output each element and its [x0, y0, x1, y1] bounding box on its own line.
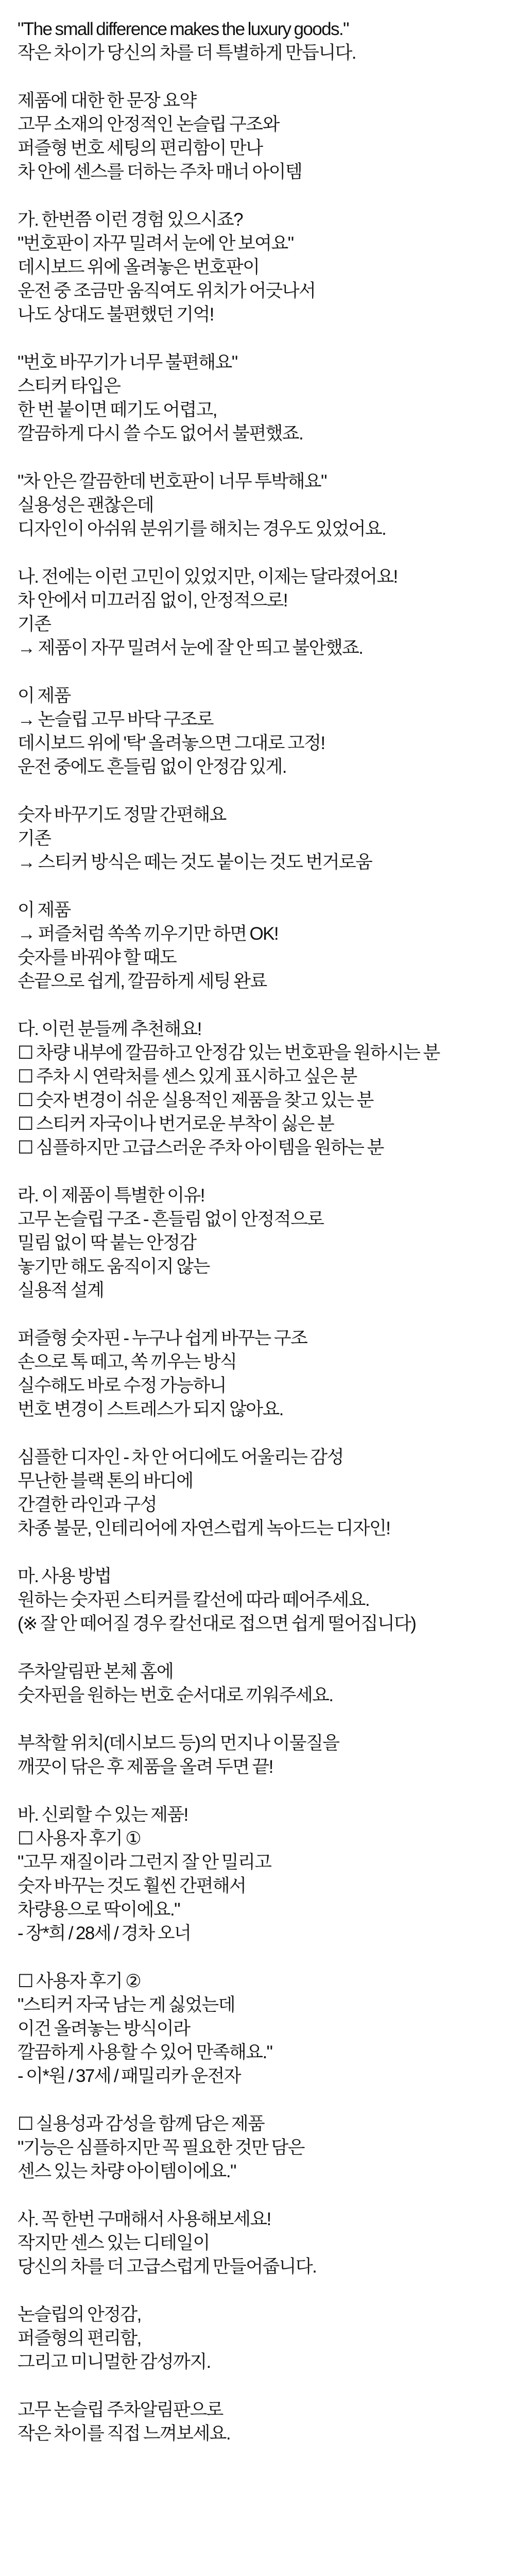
text-paragraph	[18, 899, 494, 993]
text-line: 손으로 톡 떼고, 쏙 끼우는 방식	[18, 1352, 237, 1372]
text-paragraph	[18, 1327, 494, 1421]
text-line: 다. 이런 분들께 추천해요!	[18, 1019, 201, 1039]
text-line: "번호판이 자꾸 밀려서 눈에 안 보여요"	[18, 233, 294, 253]
text-line: 심플한 디자인 - 차 안 어디에도 어울리는 감성	[18, 1447, 344, 1467]
text-line: 차 안에 센스를 더하는 주차 매너 아이템	[18, 162, 302, 182]
text-line: → 퍼즐처럼 쏙쏙 끼우기만 하면 OK!	[18, 924, 279, 944]
text-line: "The small difference makes the luxury goods."	[18, 19, 349, 39]
text-paragraph	[18, 208, 494, 327]
text-line: 퍼즐형의 편리함,	[18, 2328, 141, 2348]
text-paragraph	[18, 1660, 494, 1707]
text-line: 고무 소재의 안정적인 논슬립 구조와	[18, 114, 279, 134]
text-line: 번호 변경이 스트레스가 되지 않아요.	[18, 1399, 283, 1419]
text-line: → 논슬립 고무 바닥 구조로	[18, 709, 213, 730]
text-line: 차종 불문, 인테리어에 자연스럽게 녹아드는 디자인!	[18, 1518, 390, 1538]
text-line: 작은 차이를 직접 느껴보세요.	[18, 2424, 231, 2444]
text-line: 이건 올려놓는 방식이라	[18, 2019, 190, 2039]
text-line: 데시보드 위에 '탁' 올려놓으면 그대로 고정!	[18, 733, 325, 753]
text-line: 원하는 숫자핀 스티커를 칼선에 따라 떼어주세요.	[18, 1590, 369, 1610]
text-line: "차 안은 깔끔한데 번호판이 너무 투박해요"	[18, 471, 327, 492]
text-paragraph	[18, 565, 494, 660]
text-line: 실용성은 괜찮은데	[18, 495, 153, 515]
text-line: 이 제품	[18, 686, 71, 706]
text-line: - 장*희 / 28세 / 경차 오너	[18, 1923, 191, 1943]
text-line: ☐ 스티커 자국이나 번거로운 부착이 싫은 분	[18, 1114, 334, 1134]
text-line: 가. 한번쯤 이런 경험 있으시죠?	[18, 210, 243, 230]
text-line: 깨끗이 닦은 후 제품을 올려 두면 끝!	[18, 1757, 273, 1777]
text-line: 운전 중 조금만 움직여도 위치가 어긋나서	[18, 281, 316, 301]
text-line: 사. 꼭 한번 구매해서 사용해보세요!	[18, 2209, 271, 2229]
text-line: 논슬립의 안정감,	[18, 2304, 141, 2325]
text-line: ☐ 사용자 후기 ①	[18, 1828, 141, 1849]
text-line: → 제품이 자꾸 밀려서 눈에 잘 안 띄고 불안했죠.	[18, 638, 363, 658]
text-paragraph	[18, 1803, 494, 1945]
text-line: 숫자를 바꿔야 할 때도	[18, 947, 177, 968]
text-line: 나도 상대도 불편했던 기억!	[18, 304, 214, 325]
text-line: 바. 신뢰할 수 있는 제품!	[18, 1805, 188, 1825]
text-line: 실수해도 바로 수정 가능하니	[18, 1376, 226, 1396]
text-line: 깔끔하게 사용할 수 있어 만족해요."	[18, 2042, 272, 2062]
text-line: (※ 잘 안 떼어질 경우 칼선대로 접으면 쉽게 떨어집니다)	[18, 1614, 416, 1634]
text-line: 한 번 붙이면 떼기도 어렵고,	[18, 400, 217, 420]
text-line: 당신의 차를 더 고급스럽게 만들어줍니다.	[18, 2257, 317, 2277]
text-line: 숫자 바꾸는 것도 훨씬 간편해서	[18, 1876, 246, 1896]
text-paragraph	[18, 1018, 494, 1160]
text-line: 퍼즐형 숫자핀 - 누구나 쉽게 바꾸는 구조	[18, 1328, 307, 1348]
text-paragraph	[18, 470, 494, 541]
text-paragraph	[18, 1446, 494, 1540]
text-line: 숫자 바꾸기도 정말 간편해요	[18, 805, 226, 825]
text-line: "번호 바꾸기가 너무 불편해요"	[18, 352, 237, 372]
text-line: 라. 이 제품이 특별한 이유!	[18, 1185, 204, 1206]
text-paragraph	[18, 351, 494, 446]
text-line: 차 안에서 미끄러짐 없이, 안정적으로!	[18, 590, 287, 611]
text-paragraph	[18, 2303, 494, 2374]
text-line: 주차알림판 본체 홈에	[18, 1662, 174, 1682]
text-line: ☐ 사용자 후기 ②	[18, 1971, 141, 1991]
text-paragraph	[18, 18, 494, 65]
text-paragraph	[18, 2398, 494, 2446]
text-line: 숫자핀을 원하는 번호 순서대로 끼워주세요.	[18, 1685, 333, 1705]
text-line: 제품에 대한 한 문장 요약	[18, 91, 196, 111]
text-line: 나. 전에는 이런 고민이 있었지만, 이제는 달라졌어요!	[18, 567, 398, 587]
text-line: 작지만 센스 있는 디테일이	[18, 2233, 210, 2253]
text-line: 기존	[18, 614, 51, 634]
text-line: 차량용으로 딱이에요."	[18, 1900, 180, 1920]
text-line: 운전 중에도 흔들림 없이 안정감 있게.	[18, 757, 286, 777]
text-line: "기능은 심플하지만 꼭 필요한 것만 담은	[18, 2138, 304, 2158]
text-line: "스티커 자국 남는 게 싫었는데	[18, 1995, 235, 2015]
text-line: 고무 논슬립 구조 - 흔들림 없이 안정적으로	[18, 1209, 324, 1229]
text-line: ☐ 실용성과 감성을 함께 담은 제품	[18, 2114, 265, 2134]
text-line: 고무 논슬립 주차알림판으로	[18, 2400, 223, 2420]
text-line: 마. 사용 방법	[18, 1566, 111, 1586]
text-line: 이 제품	[18, 900, 71, 920]
text-line: ☐ 주차 시 연락처를 센스 있게 표시하고 싶은 분	[18, 1066, 357, 1087]
text-paragraph	[18, 2208, 494, 2279]
text-line: 센스 있는 차량 아이템이에요."	[18, 2161, 236, 2181]
text-paragraph	[18, 1732, 494, 1779]
text-line: 디자인이 아쉬워 분위기를 해치는 경우도 있었어요.	[18, 519, 386, 539]
text-line: 작은 차이가 당신의 차를 더 특별하게 만듭니다.	[18, 43, 356, 63]
text-paragraph	[18, 1565, 494, 1636]
text-line: 놓기만 해도 움직이지 않는	[18, 1257, 210, 1277]
text-line: 간결한 라인과 구성	[18, 1495, 157, 1515]
text-paragraph	[18, 2112, 494, 2183]
text-line: 손끝으로 쉽게, 깔끔하게 세팅 완료	[18, 971, 267, 991]
text-line: 실용적 설계	[18, 1280, 104, 1300]
text-line: ☐ 차량 내부에 깔끔하고 안정감 있는 번호판을 원하시는 분	[18, 1043, 440, 1063]
text-line: 부착할 위치(데시보드 등)의 먼지나 이물질을	[18, 1733, 339, 1753]
text-line: 깔끔하게 다시 쓸 수도 없어서 불편했죠.	[18, 423, 303, 444]
text-paragraph	[18, 1184, 494, 1302]
text-line: 그리고 미니멀한 감성까지.	[18, 2352, 211, 2372]
text-paragraph	[18, 684, 494, 779]
text-line: ☐ 심플하지만 고급스러운 주차 아이템을 원하는 분	[18, 1138, 384, 1158]
text-line: ☐ 숫자 변경이 쉬운 실용적인 제품을 찾고 있는 분	[18, 1090, 373, 1110]
text-paragraph	[18, 89, 494, 184]
text-line: "고무 재질이라 그런지 잘 안 밀리고	[18, 1852, 271, 1872]
text-line: 밀림 없이 딱 붙는 안정감	[18, 1233, 196, 1253]
text-line: 데시보드 위에 올려놓은 번호판이	[18, 257, 260, 277]
text-line: - 이*원 / 37세 / 패밀리카 운전자	[18, 2066, 241, 2086]
text-line: 기존	[18, 828, 51, 849]
text-line: 퍼즐형 번호 세팅의 편리함이 만나	[18, 138, 263, 158]
text-line: 스티커 타입은	[18, 376, 121, 396]
text-paragraph	[18, 1970, 494, 2088]
text-line: → 스티커 방식은 떼는 것도 붙이는 것도 번거로움	[18, 852, 372, 872]
text-paragraph	[18, 803, 494, 874]
text-line: 무난한 블랙 톤의 바디에	[18, 1471, 193, 1491]
